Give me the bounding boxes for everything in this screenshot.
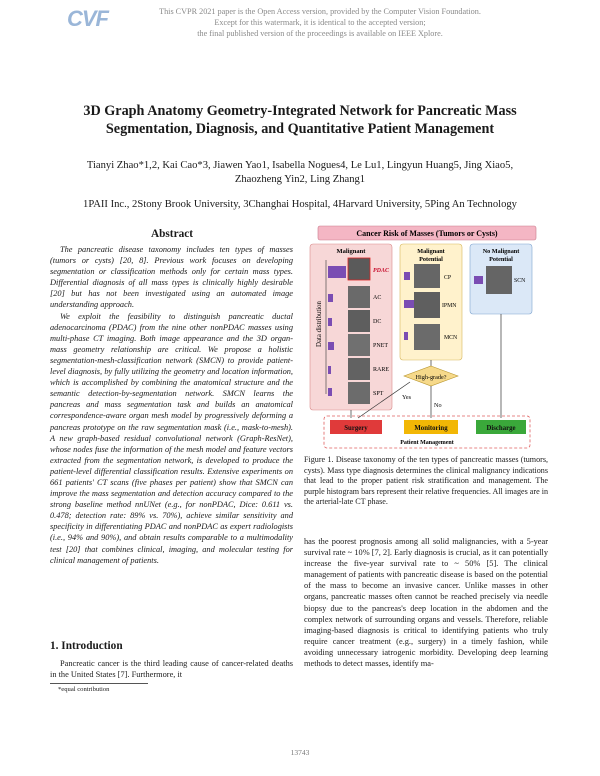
potential-title-2: Potential — [419, 256, 443, 263]
taxonomy-figure — [306, 224, 550, 450]
ct-thumb-cp — [414, 264, 440, 288]
ct-thumb-mcn — [414, 324, 440, 350]
footnote: *equal contribution — [58, 686, 110, 693]
ct-thumb-scn — [486, 266, 512, 294]
decision-label: High-grade? — [415, 374, 447, 381]
footnote-rule — [50, 683, 148, 684]
right-column-body — [304, 536, 548, 669]
authors-line-1: Tianyi Zhao*1,2, Kai Cao*3, Jiawen Yao1, Isabella Nogues4, Le Lu1, Lingyun Huang5, Jing Xiao5, — [86, 160, 514, 171]
label-cp: CP — [444, 275, 452, 281]
label-pnet: PNET — [373, 343, 388, 349]
figure-caption: Figure 1. Disease taxonomy of the ten types of pancreatic masses (tumors, cysts). Mass type diagnosis determines the clinical malignancy indications that lead to the proper patient risk stratification and management. The purple histogram bars represent their relative frequencies. All images are in the arterial-late CT phase. — [304, 455, 548, 507]
axis-label: Data distribution — [316, 301, 323, 347]
label-pdac: PDAC — [373, 268, 390, 274]
ct-thumb-ac — [348, 286, 370, 308]
patient-management-label: Patient Management — [400, 440, 454, 446]
abstract-heading: Abstract — [150, 228, 194, 240]
title-line-2: Segmentation, Diagnosis, and Quantitative Patient Management — [105, 121, 495, 137]
risk-banner-label: Cancer Risk of Masses (Tumors or Cysts) — [356, 229, 498, 238]
label-rare: RARE — [373, 367, 390, 373]
label-mcn: MCN — [444, 335, 458, 341]
histogram-bar-mcn — [404, 332, 408, 340]
histogram-bar-ac — [328, 294, 333, 302]
abstract-body — [50, 244, 293, 566]
benign-title-2: Potential — [489, 256, 513, 263]
label-scn: SCN — [514, 278, 526, 284]
watermark-line-3: the final published version of the proceedings is available on IEEE Xplore. — [197, 29, 443, 38]
ct-thumb-spt — [348, 382, 370, 404]
ct-thumb-pnet — [348, 334, 370, 356]
histogram-bar-dc — [328, 318, 332, 326]
ct-thumb-ipmn — [414, 292, 440, 318]
histogram-bar-scn — [474, 276, 483, 284]
histogram-bar-rare — [328, 366, 331, 374]
histogram-bar-spt — [328, 388, 332, 396]
abstract-paragraph-2: We exploit the feasibility to distinguish pancreatic ductal adenocarcinoma (PDAC) from the nine other nonPDAC masses using multi-phase CT imaging. Both image appearance and the 3D organ-mass geometry relationship are critical. We propose a holistic segmentation-mesh-classification network (SMCN) to provide patient-level diagnosis, by fully utilizing the geometry and location information, which is accomplished by combining the anatomical structure and the semantic detection-by-segmentation network. SMCN learns the pancreas and mass segmentation task and builds an anatomical correspondence-aware organ mesh model by progressively deforming a pancreas prototype on the raw segmentation mask (i.e., mask-to-mesh). A new graph-based residual convolutional network (Graph-ResNet), whose nodes fuse the information of the mesh model and feature vectors extracted from the segmentation network, is developed to produce the patient-level differential classification results. Extensive experiments on 661 patients' CT scans (five phases per patient) show that SMCN can improve the mass segmentation and detection accuracy compared to the strong baseline method nnUNet (e.g., for nonPDAC, Dice: 0.611 vs. 0.478; detection rate: 89% vs. 70%), achieve similar sensitivity and specificity in differentiating PDAC and nonPDAC as expert radiologists (i.e., 94% and 90%), and obtain results comparable to a multimodality test [20] that combines clinical, imaging, and molecular testing for clinical management of patients. — [50, 311, 293, 565]
outcome-monitoring: Monitoring — [414, 425, 448, 432]
benign-title-1: No Malignant — [482, 248, 520, 255]
malignant-title: Malignant — [336, 248, 366, 255]
introduction-body — [50, 658, 293, 680]
outcome-discharge: Discharge — [486, 425, 516, 432]
label-ac: AC — [373, 295, 382, 301]
introduction-paragraph-1: Pancreatic cancer is the third leading cause of cancer-related deaths in the United States [7]. Furthermore, it — [50, 659, 293, 680]
histogram-bar-pdac — [328, 266, 346, 278]
ct-thumb-dc — [348, 310, 370, 332]
introduction-heading: 1. Introduction — [50, 640, 123, 652]
abstract-paragraph-1: The pancreatic disease taxonomy includes ten types of masses (tumors or cysts) [20, 8]. Previous work focuses on developing segmentation or classification methods only for certain mass types. Differential diagnosis of all mass types is clinically highly desirable [20] but has not been investigated using an automated image understanding approach. — [50, 245, 293, 310]
page-number: 13743 — [290, 748, 310, 757]
ct-thumb-rare — [348, 358, 370, 380]
authors-line-2: Zhaozheng Yin2, Ling Zhang1 — [234, 173, 366, 185]
ct-thumb-pdac — [348, 258, 370, 280]
author-list — [40, 159, 560, 186]
affiliations: 1PAII Inc., 2Stony Brook University, 3Changhai Hospital, 4Harvard University, 5Ping An Technology — [83, 199, 517, 210]
histogram-bar-pnet — [328, 342, 334, 350]
title-line-1: 3D Graph Anatomy Geometry-Integrated Network for Pancreatic Mass — [83, 103, 517, 119]
watermark-notice — [140, 6, 500, 39]
watermark-line-1: This CVPR 2021 paper is the Open Access version, provided by the Computer Vision Foundation. — [159, 7, 481, 16]
paper-title — [40, 102, 560, 138]
right-paragraph: has the poorest prognosis among all solid malignancies, with a 5-year survival rate ~ 10% [7, 2]. Early diagnosis is crucial, as it can potentially increase the five-year survival rate to ~ 50% [5]. The clinical management of patients with pancreatic disease is based on the potential of the mass to become an invasive cancer. Unlike masses in other organs, pancreatic masses often cannot be reached precisely via needle biopsy due to the pancreas's deep location in the abdomen and the complex network of surrounding organs and vessels. Therefore, reliable imaging-based diagnosis is critical to identifying patients who truly require cancer treatment (e.g., surgery) in a timely fashion, while avoiding unnecessary iatrogenic morbidity. Developing deep learning methods to detect masses, identify ma- — [304, 537, 548, 669]
label-dc: DC — [373, 319, 382, 325]
watermark-line-2: Except for this watermark, it is identical to the accepted version; — [214, 18, 426, 27]
label-ipmn: IPMN — [442, 303, 457, 309]
histogram-bar-cp — [404, 272, 410, 280]
outcome-surgery: Surgery — [344, 425, 368, 432]
histogram-bar-ipmn — [404, 300, 414, 308]
label-yes: Yes — [402, 394, 412, 401]
potential-title-1: Malignant — [417, 248, 445, 255]
label-no: No — [434, 402, 442, 409]
cvf-logo: CVF — [67, 6, 108, 31]
label-spt: SPT — [373, 391, 384, 397]
